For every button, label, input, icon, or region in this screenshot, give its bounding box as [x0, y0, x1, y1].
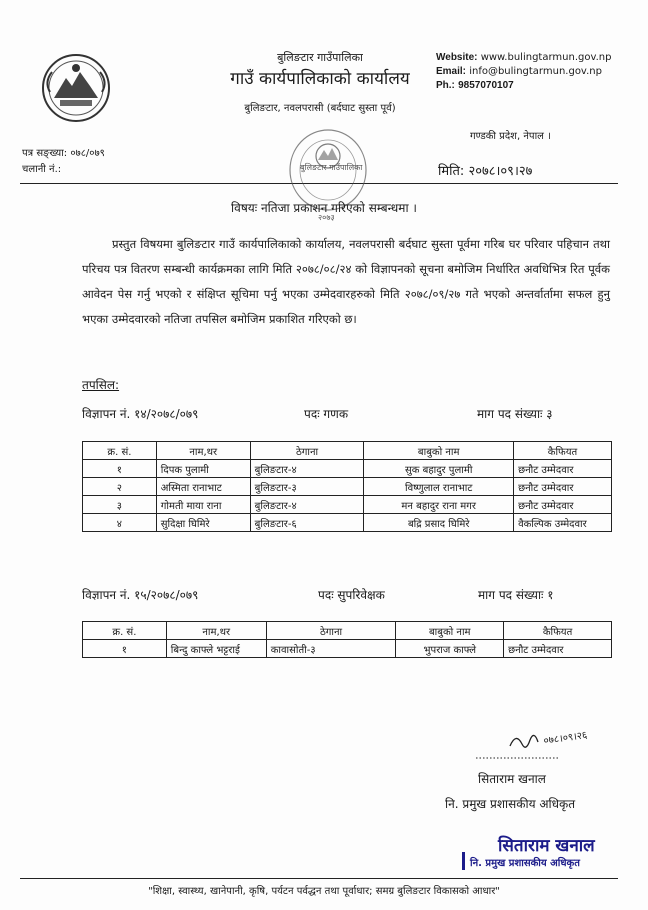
col-sn: क्र. सं. [83, 442, 157, 460]
phone-line [436, 80, 514, 91]
letter-body [82, 232, 610, 332]
col-address: ठेगाना [266, 622, 396, 640]
table-header-row [83, 622, 612, 640]
col-remarks: कैफियत [504, 622, 612, 640]
office-name: गाउँ कार्यपालिकाको कार्यालय [230, 69, 410, 89]
cell-address: बुलिङटार-४ [250, 460, 364, 478]
cell-father: भुपराज काफ्ले [396, 640, 504, 658]
date-value: २०७८।०९।२७ [468, 164, 533, 179]
table-row [83, 478, 612, 496]
cell-address: बुलिङटार-६ [250, 514, 364, 532]
col-address: ठेगाना [250, 442, 364, 460]
svg-text:०७८।०९।२६: ०७८।०९।२६ [542, 729, 588, 747]
vacancy2-number: विज्ञापन नं. १५/२०७८/०७९ [82, 588, 199, 602]
email-label: Email: [436, 66, 467, 77]
province: गण्डकी प्रदेश, नेपाल । [470, 131, 551, 142]
vacancy2-demand: माग पद संख्याः १ [478, 588, 554, 602]
letter-date [438, 161, 532, 179]
vacancy2-results-table [82, 621, 612, 658]
date-label: मिति: [438, 164, 465, 179]
official-stamp-name: सिताराम खनाल [498, 836, 595, 856]
office-address: बुलिङटार, नवलपरासी (बर्दघाट सुस्ता पूर्व) [244, 103, 396, 114]
cell-address: कावासोती-३ [266, 640, 396, 658]
cell-remarks: छनौट उम्मेदवार [504, 640, 612, 658]
phone-number: 9857070107 [458, 80, 514, 91]
cell-remarks: छनौट उम्मेदवार [514, 496, 612, 514]
email-line [436, 66, 602, 77]
cell-name: अस्मिता रानाभाट [156, 478, 250, 496]
cell-father: मन बहादुर राना मगर [364, 496, 514, 514]
table-header-row [83, 442, 612, 460]
cell-remarks: छनौट उम्मेदवार [514, 478, 612, 496]
col-name: नाम,थर [166, 622, 266, 640]
dispatch-number-label: चलानी नं.: [22, 164, 62, 175]
col-father: बाबुको नाम [364, 442, 514, 460]
col-remarks: कैफियत [514, 442, 612, 460]
website-link[interactable]: www.bulingtarmun.gov.np [480, 52, 612, 63]
email-link[interactable]: info@bulingtarmun.gov.np [469, 66, 602, 77]
vacancy2-post: पदः सुपरिवेक्षक [318, 588, 385, 602]
footer-divider [20, 878, 618, 879]
details-heading: तपसिल: [82, 378, 120, 392]
letter-body-text: प्रस्तुत विषयमा बुलिङटार गाउँ कार्यपालिकाको कार्यालय, नवलपरासी बर्दघाट सुस्ता पूर्वमा गरिब घर परिवार पहिचान तथा परिचय पत्र वितरण सम्बन्धी कार्यक्रमका लागि मिति २०७८/०८/२४ को विज्ञापनको सूचना बमोजिम निर्धारित अवधिभित्र रित पूर्वक आवेदन पेस गर्नु भएको र संक्षिप्त सूचिमा पर्नु भएका उम्मेदवारहरुको मिति २०७८/०९/२७ गते भएको अन्तर्वार्तामा सफल हुनु भएका उम्मेदवारको नतिजा तपसिल बमोजिम प्रकाशित गरिएको छ। [82, 237, 610, 326]
cell-sn: १ [83, 640, 167, 658]
cell-remarks: वैकल्पिक उम्मेदवार [514, 514, 612, 532]
vacancy1-number: विज्ञापन नं. १४/२०७८/०७९ [82, 407, 199, 421]
letter-number-value: ०७८/०७९ [70, 148, 105, 159]
footer-motto: "शिक्षा, स्वास्थ्य, खानेपानी, कृषि, पर्यटन पर्वद्धन तथा पूर्वाधार; समग्र बुलिङटार विकासको आधार" [148, 886, 500, 897]
dispatch-number [22, 161, 61, 175]
seal-text: बुलिङटार गाउँपालिका [300, 163, 363, 172]
website-label: Website: [436, 52, 478, 63]
table-row [83, 460, 612, 478]
cell-father: बद्रि प्रसाद घिमिरे [364, 514, 514, 532]
signatory-name: सिताराम खनाल [478, 772, 546, 786]
cell-sn: २ [83, 478, 157, 496]
nepal-government-emblem-icon [40, 52, 112, 124]
cell-father: सुक बहादुर पुलामी [364, 460, 514, 478]
table-row [83, 514, 612, 532]
cell-address: बुलिङटार-४ [250, 496, 364, 514]
letter-number-label: पत्र सङ्ख्या: [22, 148, 68, 159]
cell-sn: ३ [83, 496, 157, 514]
col-sn: क्र. सं. [83, 622, 167, 640]
cell-name: गोमती माया राना [156, 496, 250, 514]
vacancy1-demand: माग पद संख्याः ३ [477, 407, 553, 421]
letter-number [22, 145, 105, 159]
cell-name: दिपक पुलामी [156, 460, 250, 478]
cell-sn: १ [83, 460, 157, 478]
letter-subject: विषयः नतिजा प्रकाशन गरिएको सम्बन्धमा । [231, 201, 417, 215]
cell-father: विष्णुलाल रानाभाट [364, 478, 514, 496]
cell-name: सुदिक्षा घिमिरे [156, 514, 250, 532]
vacancy1-post: पदः गणक [304, 407, 349, 421]
seal-number: २०७३ [318, 213, 335, 222]
table-row [83, 640, 612, 658]
cell-name: बिन्दु काफ्ले भट्टराई [166, 640, 266, 658]
cell-remarks: छनौट उम्मेदवार [514, 460, 612, 478]
phone-label: Ph.: [436, 80, 455, 91]
cell-sn: ४ [83, 514, 157, 532]
website-line [436, 52, 611, 63]
official-stamp-title: नि. प्रमुख प्रशासकीय अधिकृत [470, 858, 580, 869]
stamp-bar [462, 852, 465, 870]
cell-address: बुलिङटार-३ [250, 478, 364, 496]
handwritten-signature-icon [462, 724, 612, 762]
col-father: बाबुको नाम [396, 622, 504, 640]
signatory-title: नि. प्रमुख प्रशासकीय अधिकृत [445, 797, 576, 811]
municipality-name: बुलिङटार गाउँपालिका [277, 51, 363, 64]
vacancy1-results-table [82, 441, 612, 532]
col-name: नाम,थर [156, 442, 250, 460]
table-row [83, 496, 612, 514]
